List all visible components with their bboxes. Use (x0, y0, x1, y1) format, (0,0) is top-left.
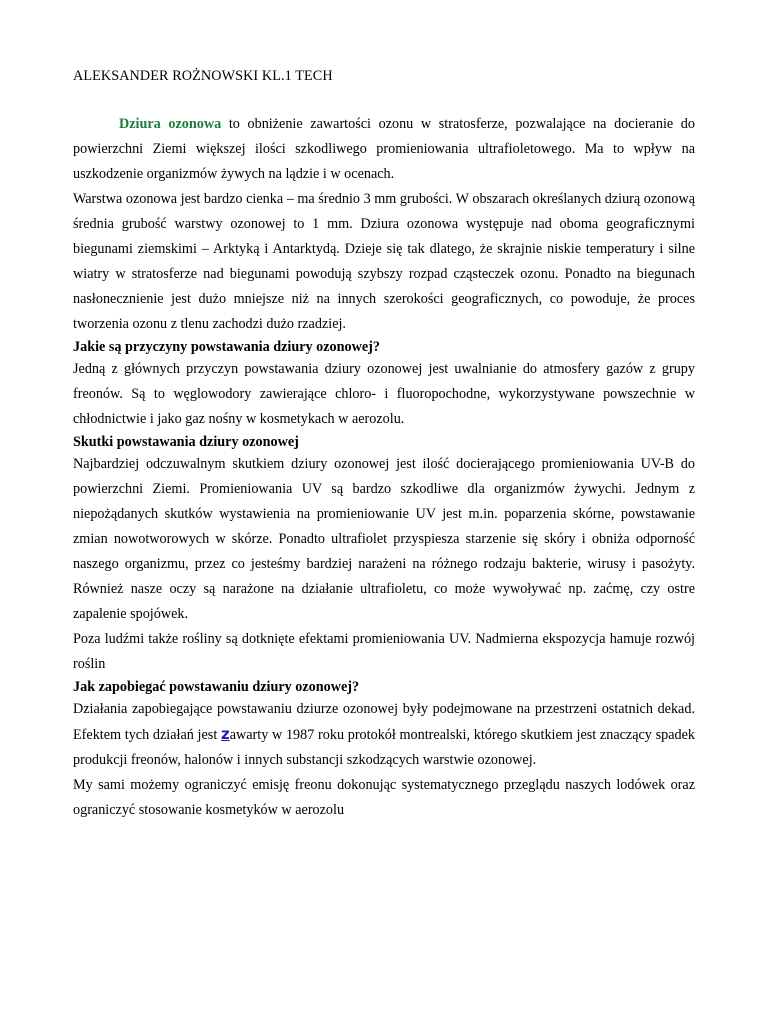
prevention-paragraph (73, 697, 695, 773)
effects-paragraph: Najbardziej odczuwalnym skutkiem dziury ozonowej jest ilość docierającego promieniowania UV-B do powierzchni Ziemi. Promieniowania UV są bardzo szkodliwe dla organizmów żywychi. Jednym z niepożądanych skutków wystawienia na promieniowanie UV jest m.in. poparzenia skórne, powstawanie zmian nowotworowych w skórze. Ponadto ultrafiolet przyspiesza starzenie się skóry i obniża odporność naszego organizmu, przez co jesteśmy bardziej narażeni na różnego rodzaju bakterie, wirusy i pasożyty. Również nasze oczy są narażone na działanie ultrafioletu, co może wywoływać np. zaćmę, czy ostre zapalenie spojówek. (73, 456, 695, 622)
effects-heading: Skutki powstawania dziury ozonowej (73, 434, 299, 450)
inline-link[interactable]: z (220, 725, 230, 743)
causes-paragraph: Jedną z głównych przyczyn powstawania dziury ozonowej jest uwalnianie do atmosfery gazów z grupy freonów. Są to węglowodory zawierające chloro- i fluoropochodne, wykorzystywane powszechnie w chłodnictwie i jako gaz nośny w kosmetykach w aerozolu. (73, 361, 695, 427)
key-term: Dziura ozonowa (119, 116, 222, 132)
intro-paragraph (73, 112, 695, 187)
prevention-text-end: awarty w 1987 roku protokół montrealski, którego skutkiem jest znaczący spadek produkcji freonów, halonów i innych substancji szkodzących warstwie ozonowej. (73, 727, 695, 768)
plants-paragraph: Poza ludźmi także rośliny są dotknięte efektami promieniowania UV. Nadmierna ekspozycja hamuje rozwój roślin (73, 631, 695, 672)
document-body (73, 66, 695, 823)
intro-text: to obniżenie zawartości ozonu w stratosferze, pozwalające na docieranie do powierzchni Ziemi większej ilości szkodliwego promieniowania ultrafioletowego. Ma to wpływ na uszkodzenie organizmów żywych na lądzie i w ocenach. (73, 116, 695, 182)
ozone-layer-paragraph: Warstwa ozonowa jest bardzo cienka – ma średnio 3 mm grubości. W obszarach określanych dziurą ozonową średnia grubość warstwy ozonowej to 1 mm. Dziura ozonowa występuje nad oboma geograficznymi biegunami ziemskimi – Arktyką i Antarktydą. Dzieje się tak dlatego, że skrajnie niskie temperatury i silne wiatry w stratosferze nad biegunami powodują szybszy rozpad cząsteczek ozonu. Ponadto na biegunach nasłonecznienie jest dużo mniejsze niż na innych szerokości geograficznych, co powoduje, że proces tworzenia ozonu z tlenu zachodzi dużo rzadziej. (73, 191, 695, 332)
causes-heading: Jakie są przyczyny powstawania dziury ozonowej? (73, 339, 380, 355)
prevention-text-start: Działania zapobiegające powstawaniu dziurze ozonowej były podejmowane na przestrzeni ostatnich dekad. Efektem tych działań jest (73, 701, 695, 743)
prevention-heading: Jak zapobiegać powstawaniu dziury ozonowej? (73, 679, 360, 695)
personal-action-paragraph: My sami możemy ograniczyć emisję freonu dokonując systematycznego przeglądu naszych lodówek oraz ograniczyć stosowanie kosmetyków w aerozolu (73, 777, 695, 818)
author-header: ALEKSANDER ROŻNOWSKI KL.1 TECH (73, 68, 333, 84)
